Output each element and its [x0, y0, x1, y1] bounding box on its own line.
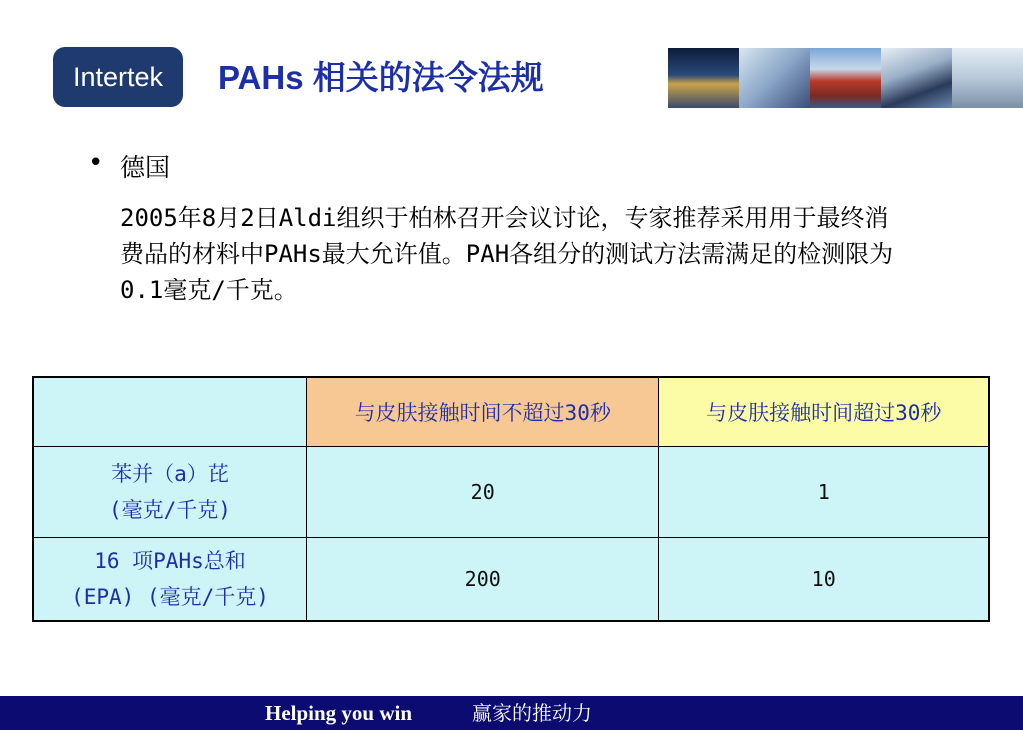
- table-corner-cell: [33, 377, 306, 447]
- row-label-line: 16 项PAHs总和: [94, 549, 246, 573]
- body-paragraph: 2005年8月2日Aldi组织于柏林召开会议讨论，专家推荐采用用于最终消费品的材料中PAHs最大允许值。PAH各组分的测试方法需满足的检测限为0.1毫克/千克。: [120, 204, 894, 304]
- pah-limits-table: [32, 376, 990, 622]
- lab-technician-photo: [881, 48, 952, 108]
- tanker-ship-photo: [810, 48, 881, 108]
- refinery-night-photo: [668, 48, 739, 108]
- lab-instrument-photo: [952, 48, 1023, 108]
- row-label-line: (EPA) (毫克/千克): [71, 585, 269, 609]
- table-header-row: [33, 377, 989, 447]
- bullet-marker: •: [88, 148, 104, 178]
- table-cell: 200: [306, 538, 658, 622]
- slide-title: PAHs 相关的法令法规: [218, 59, 544, 96]
- column-header-long-contact: 与皮肤接触时间超过30秒: [659, 377, 989, 447]
- lab-equipment-photo: [739, 48, 810, 108]
- row-label: [33, 538, 306, 622]
- table-cell: 10: [659, 538, 989, 622]
- row-label: [33, 447, 306, 538]
- column-header-short-contact: 与皮肤接触时间不超过30秒: [306, 377, 658, 447]
- footer-slogan-cn: 赢家的推动力: [472, 701, 592, 725]
- table-row: [33, 447, 989, 538]
- table-row: [33, 538, 989, 622]
- row-label-line: 苯并（a）芘: [111, 462, 229, 486]
- section-heading: 德国: [120, 153, 171, 182]
- row-label-line: (毫克/千克): [109, 498, 231, 522]
- table-cell: 1: [659, 447, 989, 538]
- intertek-logo: Intertek: [53, 47, 183, 107]
- footer-bar: [0, 696, 1023, 730]
- header-photo-strip: [668, 48, 1023, 108]
- table-cell: 20: [306, 447, 658, 538]
- footer-slogan-en: Helping you win: [265, 701, 413, 725]
